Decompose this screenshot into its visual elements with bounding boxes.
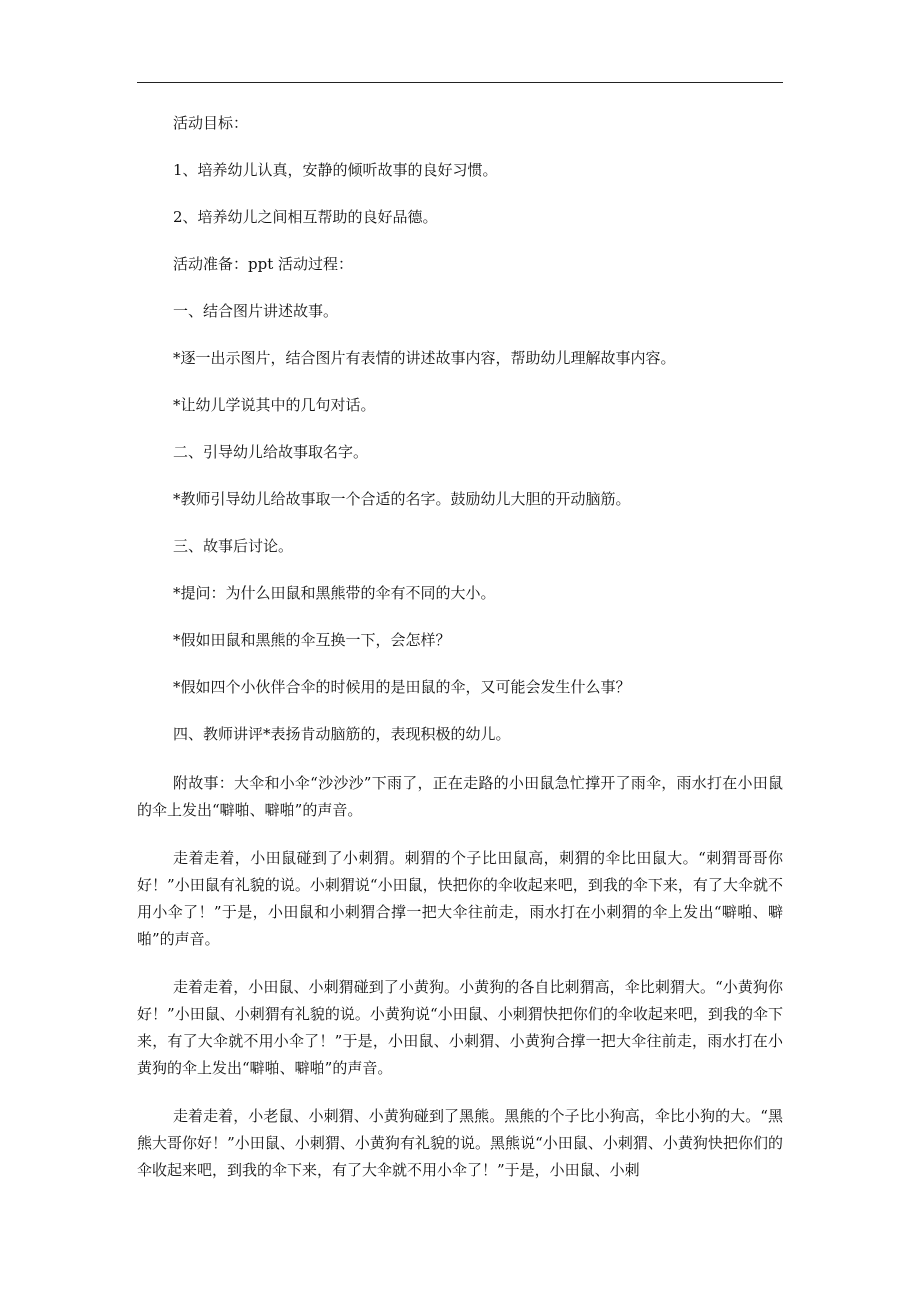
story-paragraph-3: 走着走着，小田鼠、小刺猬碰到了小黄狗。小黄狗的各自比刺猬高，伞比刺猬大。“小黄狗你好！”小田鼠、小刺猬有礼貌的说。小黄狗说“小田鼠、小刺猬快把你们的伞收起来吧，到我的伞下来，有了大伞就不用小伞了！”于是，小田鼠、小刺猬、小黄狗合撑一把大伞往前走，雨水打在小黄狗的伞上发出“噼啪、噼啪”的声音。	[137, 978, 783, 1077]
step-heading-2: 二、引导幼儿给故事取名字。	[173, 443, 369, 461]
step-heading-3: 三、故事后讨论。	[173, 537, 294, 555]
step-1-item-2: *让幼儿学说其中的几句对话。	[173, 396, 376, 414]
goal-item-1: 1、培养幼儿认真，安静的倾听故事的良好习惯。	[173, 161, 498, 179]
story-paragraph-1: 附故事：大伞和小伞“沙沙沙”下雨了，正在走路的小田鼠急忙撑开了雨伞，雨水打在小田鼠的伞上发出“噼啪、噼啪”的声音。	[137, 774, 783, 819]
step-3-item-2: *假如田鼠和黑熊的伞互换一下，会怎样？	[173, 631, 451, 649]
step-1-item-1: *逐一出示图片，结合图片有表情的讲述故事内容，帮助幼儿理解故事内容。	[173, 349, 676, 367]
section-heading-goals: 活动目标：	[173, 114, 249, 132]
step-3-item-3: *假如四个小伙伴合伞的时候用的是田鼠的伞，又可能会发生什么事？	[173, 678, 631, 696]
document-body	[137, 113, 783, 1184]
step-2-item-1: *教师引导幼儿给故事取一个合适的名字。鼓励幼儿大胆的开动脑筋。	[173, 490, 631, 508]
preparation-line: 活动准备：ppt 活动过程：	[173, 255, 354, 273]
goal-item-2: 2、培养幼儿之间相互帮助的良好品德。	[173, 208, 438, 226]
step-heading-1: 一、结合图片讲述故事。	[173, 302, 339, 320]
story-paragraph-2: 走着走着，小田鼠碰到了小刺猬。刺猬的个子比田鼠高，刺猬的伞比田鼠大。“刺猬哥哥你好！”小田鼠有礼貌的说。小刺猬说“小田鼠，快把你的伞收起来吧，到我的伞下来，有了大伞就不用小伞了！”于是，小田鼠和小刺猬合撑一把大伞往前走，雨水打在小刺猬的伞上发出“噼啪、噼啪”的声音。	[137, 849, 783, 948]
story-paragraph-4: 走着走着，小老鼠、小刺猬、小黄狗碰到了黑熊。黑熊的个子比小狗高，伞比小狗的大。“黑熊大哥你好！”小田鼠、小刺猬、小黄狗有礼貌的说。黑熊说“小田鼠、小刺猬、小黄狗快把你们的伞收起来吧，到我的伞下来，有了大伞就不用小伞了！”于是，小田鼠、小刺	[137, 1107, 783, 1179]
header-rule	[137, 82, 783, 83]
step-heading-4: 四、教师讲评*表扬肯动脑筋的，表现积极的幼儿。	[173, 725, 511, 743]
step-3-item-1: *提问：为什么田鼠和黑熊带的伞有不同的大小。	[173, 584, 496, 602]
